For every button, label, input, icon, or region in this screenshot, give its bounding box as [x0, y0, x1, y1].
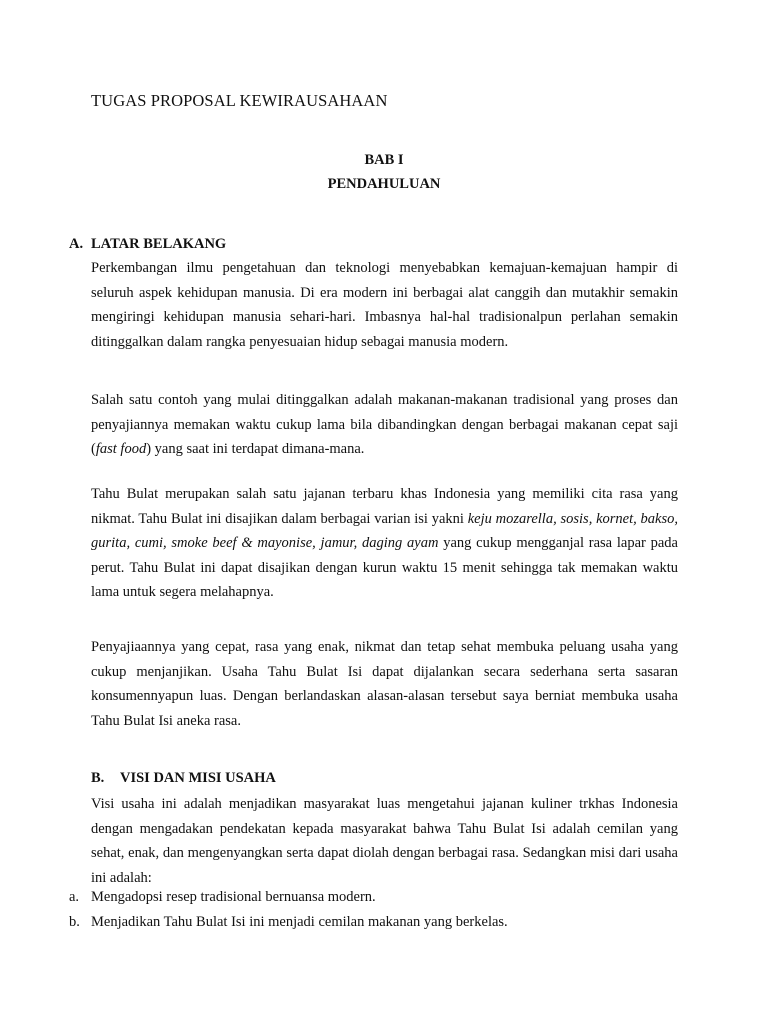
list-item-text: Menjadikan Tahu Bulat Isi ini menjadi cemilan makanan yang berkelas. — [91, 914, 508, 930]
paragraph-italic-text: fast food — [95, 441, 147, 457]
list-item-text: Mengadopsi resep tradisional bernuansa modern. — [91, 889, 376, 905]
document-title: TUGAS PROPOSAL KEWIRAUSAHAAN — [91, 91, 388, 110]
section-a-marker: A. — [69, 236, 84, 252]
paragraph-italic-text: keju mozarella, sosis, kornet, bakso, gurita, cumi, smoke beef & mayonise, jamur, daging ayam — [91, 510, 678, 551]
list-item — [69, 910, 508, 935]
section-b-heading — [91, 770, 276, 787]
section-a-paragraph-1: Perkembangan ilmu pengetahuan dan teknologi menyebabkan kemajuan-kemajuan hampir di seluruh aspek kehidupan manusia. Di era modern ini berbagai alat canggih dan mutakhir semakin mengiringi kehidupan manusia sehari-hari. Imbasnya hal-hal tradisionalpun perlahan semakin ditinggalkan dalam rangka penyesuaian hidup sebagai manusia modern. — [91, 260, 678, 350]
section-a-paragraph-4: Penyajiaannya yang cepat, rasa yang enak, nikmat dan tetap sehat membuka peluang usaha yang cukup menjanjikan. Usaha Tahu Bulat Isi dapat dijalankan secara sederhana serta sasaran konsumennyapun luas. Dengan berlandaskan alasan-alasan tersebut saya berniat membuka usaha Tahu Bulat Isi aneka rasa. — [91, 639, 678, 729]
chapter-title: PENDAHULUAN — [327, 176, 441, 192]
section-a-paragraph-3 — [91, 482, 678, 605]
paragraph-text: yang cukup mengganjal rasa lapar pada perut. Tahu Bulat ini dapat disajikan dengan kurun waktu 15 menit sehingga tak memakan waktu lama untuk segera melahapnya. — [91, 535, 678, 600]
list-item — [69, 885, 376, 910]
list-marker: b. — [69, 914, 80, 930]
section-a-paragraph-2 — [91, 388, 678, 462]
section-b-heading-text: VISI DAN MISI USAHA — [120, 770, 276, 786]
chapter-number: BAB I — [364, 152, 404, 168]
section-a-heading-text: LATAR BELAKANG — [91, 236, 227, 252]
section-a-heading — [69, 236, 226, 253]
section-b-paragraph-1: Visi usaha ini adalah menjadikan masyarakat luas mengetahui jajanan kuliner trkhas Indonesia dengan mengadakan pendekatan kepada masyarakat bahwa Tahu Bulat Isi adalah cemilan yang sehat, enak, dan mengenyangkan serta dapat diolah dengan berbagai rasa. Sedangkan misi dari usaha ini adalah: — [91, 796, 678, 886]
paragraph-text: ) yang saat ini terdapat dimana-mana. — [146, 441, 365, 457]
paragraph-text: Tahu Bulat merupakan salah satu jajanan terbaru khas Indonesia yang memiliki cita rasa yang nikmat. Tahu Bulat ini disajikan dalam berbagai varian isi yakni — [91, 486, 678, 527]
list-marker: a. — [69, 889, 80, 905]
section-b-marker: B. — [91, 770, 105, 786]
paragraph-text: Salah satu contoh yang mulai ditinggalkan adalah makanan-makanan tradisional yang proses dan penyajiannya memakan waktu cukup lama bila dibandingkan dengan berbagai makanan cepat saji ( — [91, 392, 678, 457]
